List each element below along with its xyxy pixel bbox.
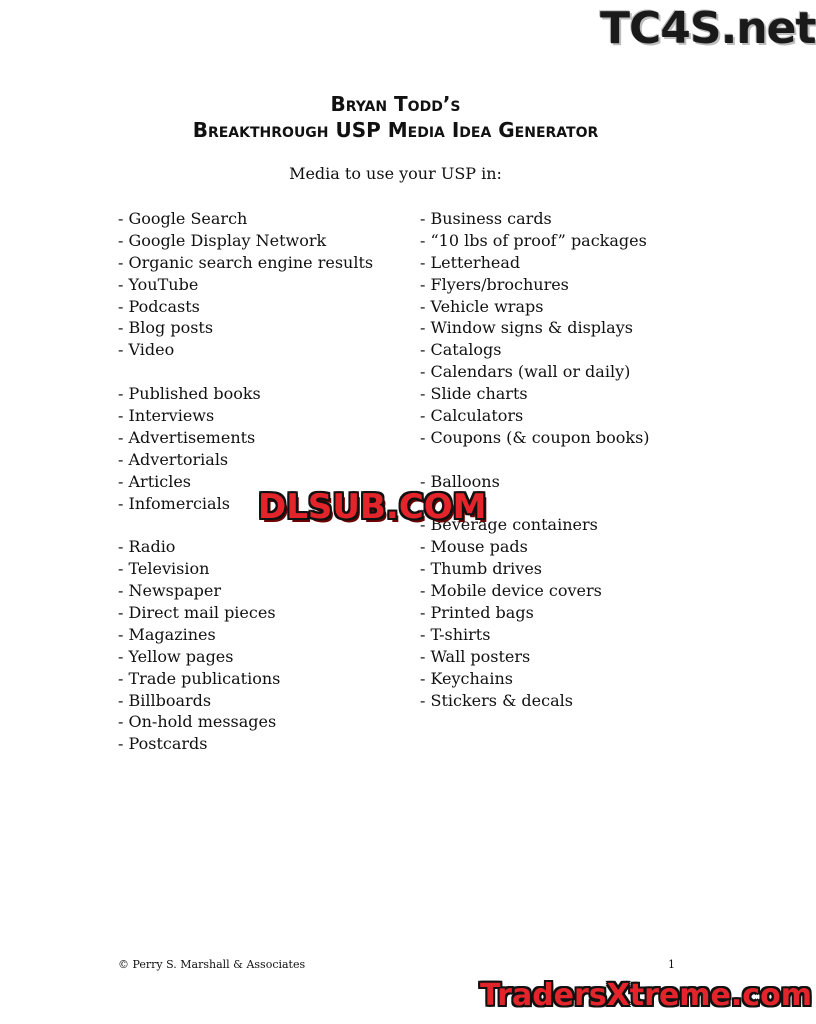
media-list-item: - Newspaper: [118, 581, 222, 601]
document-title-line-2: Breakthrough USP Media Idea Generator: [192, 118, 599, 142]
media-list-item: - Infomercials: [118, 493, 230, 513]
media-list-item: - Radio: [118, 537, 176, 557]
media-list-item: - Slide charts: [420, 384, 528, 404]
media-list-item: - Published books: [118, 384, 261, 404]
media-list-item: - Video: [118, 340, 175, 360]
page-number: 1: [668, 958, 675, 971]
media-list-item: - Organic search engine results: [118, 252, 374, 272]
media-list-item: - Google Search: [118, 209, 248, 228]
right-media-list: [420, 208, 650, 711]
media-list-item: - Printed bags: [420, 603, 534, 623]
media-list-item: - Business cards: [420, 209, 552, 228]
media-list-item: - Google Display Network: [118, 230, 327, 250]
media-list-item: - Window signs & displays: [420, 318, 633, 338]
media-list-item: - Advertisements: [118, 427, 256, 447]
media-list-item: - Beverage containers: [420, 515, 598, 535]
media-list-item: - Articles: [118, 471, 191, 491]
media-list-item: - Direct mail pieces: [118, 603, 276, 623]
media-list-item: - Vehicle wraps: [420, 296, 544, 316]
document-title-line-1: Bryan Todd’s: [330, 92, 461, 116]
media-list-item: - Mobile device covers: [420, 581, 602, 601]
media-list-item: - Television: [118, 559, 210, 579]
media-list-item: - T-shirts: [420, 624, 491, 644]
media-list-item: - Calculators: [420, 406, 524, 426]
media-list-item: - Interviews: [118, 406, 215, 426]
media-list-item: - Calendars (wall or daily): [420, 362, 631, 382]
media-list-item: - Thumb drives: [420, 559, 542, 579]
media-list-item: - Wall posters: [420, 646, 531, 666]
media-list-item: - Flyers/brochures: [420, 274, 569, 294]
tradersxtreme-watermark: TradersXtreme.com: [480, 978, 812, 1013]
media-list-item: - Billboards: [118, 690, 212, 710]
media-list-item: - Letterhead: [420, 252, 521, 272]
media-list-item: - Catalogs: [420, 340, 502, 360]
media-list-item: - Keychains: [420, 668, 513, 688]
media-list-item: - Podcasts: [118, 296, 200, 316]
media-list-item: - Magazines: [118, 624, 216, 644]
media-list-item: - Coupons (& coupon books): [420, 427, 650, 447]
copyright-footer: © Perry S. Marshall & Associates: [118, 958, 306, 971]
media-list-item: - Blog posts: [118, 318, 214, 338]
media-list-item: - Balloons: [420, 471, 500, 491]
list-spacer: [118, 361, 373, 383]
media-list-item: - “10 lbs of proof” packages: [420, 230, 647, 250]
document-subtitle: Media to use your USP in:: [289, 164, 502, 183]
media-list-item: - Trade publications: [118, 668, 281, 688]
media-list-item: - Stickers & decals: [420, 690, 573, 710]
media-list-item: - Postcards: [118, 734, 208, 754]
media-list-item: - Mouse pads: [420, 537, 528, 557]
media-list-item: - On-hold messages: [118, 712, 277, 732]
dlsub-watermark: DLSUB.COM: [258, 487, 487, 527]
list-spacer: [420, 449, 650, 471]
media-list-item: - Yellow pages: [118, 646, 234, 666]
media-list-item: - YouTube: [118, 274, 199, 294]
media-list-item: - Advertorials: [118, 449, 229, 469]
tc4s-watermark: TC4S.net: [600, 3, 816, 54]
left-media-list: [118, 208, 373, 755]
